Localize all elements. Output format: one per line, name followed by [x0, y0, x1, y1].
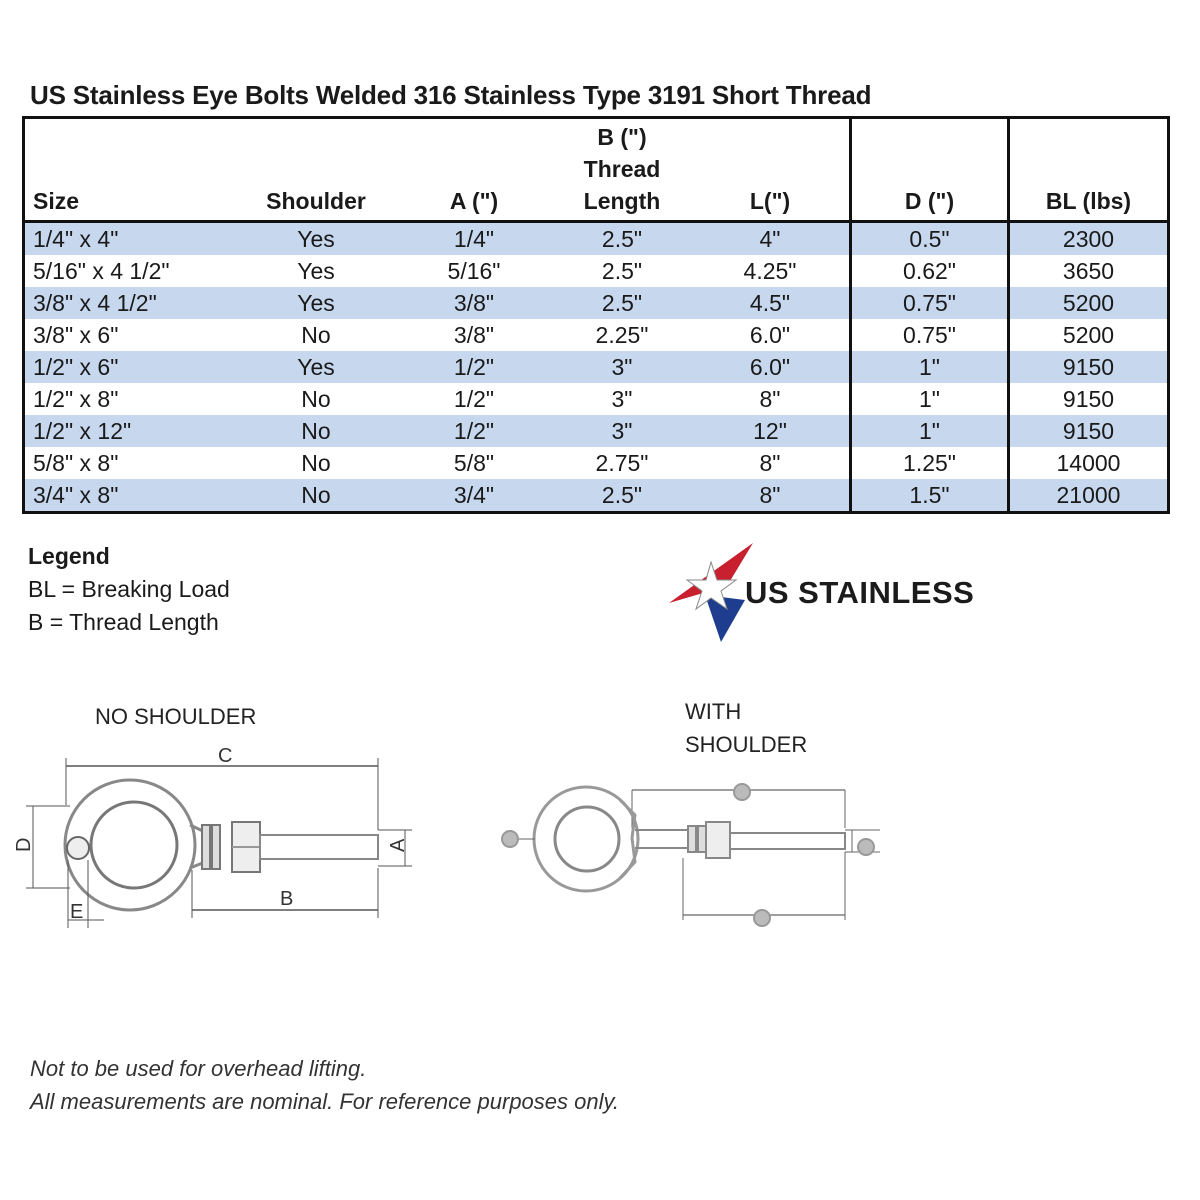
- cell-shoulder: No: [237, 479, 395, 513]
- no-shoulder-diagram: [26, 758, 412, 928]
- cell-d: 1.5": [851, 479, 1009, 513]
- cell-b: 3": [611, 386, 633, 412]
- cell-a: 3/8": [453, 322, 495, 348]
- cell-bl: 3650: [1009, 255, 1169, 287]
- col-header-b-line2: Thread: [583, 156, 661, 182]
- cell-size: 1/2" x 6": [24, 351, 238, 383]
- cell-d: 1": [851, 351, 1009, 383]
- col-header-bl: BL (lbs): [1009, 118, 1169, 222]
- cell-l: 12": [691, 415, 851, 447]
- cell-d: 0.5": [851, 222, 1009, 256]
- cell-d: 0.75": [851, 319, 1009, 351]
- legend-heading: Legend: [28, 543, 110, 569]
- cell-shoulder: No: [301, 450, 331, 476]
- legend-item-bl: BL = Breaking Load: [28, 576, 230, 602]
- cell-d: 0.62": [851, 255, 1009, 287]
- cell-l: 8": [759, 386, 781, 412]
- with-shoulder-diagram: [502, 784, 880, 926]
- cell-bl: 5200: [1009, 287, 1169, 319]
- cell-a: 3/8": [395, 287, 553, 319]
- page-title: US Stainless Eye Bolts Welded 316 Stainless Type 3191 Short Thread: [30, 80, 872, 110]
- notes: [30, 1052, 619, 1118]
- cell-b: 3": [553, 415, 691, 447]
- cell-shoulder: Yes: [237, 222, 395, 256]
- cell-a: 1/4": [395, 222, 553, 256]
- dim-label-b: B: [280, 888, 294, 910]
- cell-bl: 21000: [1009, 479, 1169, 513]
- col-header-d: D ("): [851, 118, 1009, 222]
- cell-bl: 5200: [1009, 319, 1169, 351]
- dim-label-c: C: [218, 745, 233, 767]
- dim-label-e: E: [70, 901, 84, 923]
- legend-item-b: B = Thread Length: [28, 609, 219, 635]
- cell-bl: 2300: [1009, 222, 1169, 256]
- cell-a: 5/16": [447, 258, 501, 284]
- cell-shoulder: No: [237, 415, 395, 447]
- cell-bl: 9150: [1009, 351, 1169, 383]
- cell-shoulder: Yes: [297, 258, 335, 284]
- cell-b: 2.25": [595, 322, 649, 348]
- col-header-b-line1: B ("): [597, 124, 647, 150]
- cell-a: 5/8": [453, 450, 495, 476]
- cell-shoulder: Yes: [237, 287, 395, 319]
- cell-l: 6.0": [749, 322, 791, 348]
- cell-d: 0.75": [851, 287, 1009, 319]
- col-header-l: L("): [691, 118, 851, 222]
- col-header-shoulder: Shoulder: [237, 118, 395, 222]
- cell-size: 5/16" x 4 1/2": [33, 258, 170, 284]
- diagram-no-shoulder-label: NO SHOULDER: [95, 704, 257, 729]
- cell-a: 1/2": [395, 351, 553, 383]
- diagram-with-shoulder-line1: WITH: [685, 699, 742, 724]
- logo-text: US STAINLESS: [745, 575, 975, 610]
- cell-bl: 9150: [1009, 383, 1169, 415]
- cell-d: 1": [851, 383, 1009, 415]
- cell-size: 3/4" x 8": [24, 479, 238, 513]
- cell-size: 1/2" x 8": [33, 386, 119, 412]
- cell-l: 8": [759, 450, 781, 476]
- cell-bl: 14000: [1009, 447, 1169, 479]
- cell-b: 2.75": [595, 450, 649, 476]
- col-header-a: A ("): [395, 118, 553, 222]
- cell-a: 3/4": [395, 479, 553, 513]
- cell-size: 1/4" x 4": [24, 222, 238, 256]
- cell-l: 4": [691, 222, 851, 256]
- cell-shoulder: Yes: [237, 351, 395, 383]
- cell-size: 1/2" x 12": [24, 415, 238, 447]
- cell-size: 3/8" x 6": [33, 322, 119, 348]
- cell-b: 2.5": [601, 258, 643, 284]
- cell-b: 3": [553, 351, 691, 383]
- cell-l: 8": [691, 479, 851, 513]
- cell-l: 4.5": [691, 287, 851, 319]
- note-nominal: All measurements are nominal. For reference purposes only.: [30, 1089, 619, 1114]
- cell-d: 1.25": [851, 447, 1009, 479]
- cell-shoulder: No: [301, 322, 331, 348]
- cell-bl: 9150: [1009, 415, 1169, 447]
- diagram-with-shoulder-line2: SHOULDER: [685, 732, 808, 757]
- cell-size: 3/8" x 4 1/2": [24, 287, 238, 319]
- cell-size: 5/8" x 8": [33, 450, 119, 476]
- col-header-b-line3: Length: [583, 188, 661, 214]
- cell-b: 2.5": [553, 222, 691, 256]
- cell-l: 6.0": [691, 351, 851, 383]
- cell-d: 1": [851, 415, 1009, 447]
- cell-a: 1/2": [395, 415, 553, 447]
- dim-label-a: A: [387, 838, 409, 852]
- cell-shoulder: No: [301, 386, 331, 412]
- cell-a: 1/2": [453, 386, 495, 412]
- note-overhead: Not to be used for overhead lifting.: [30, 1056, 367, 1081]
- cell-l: 4.25": [743, 258, 797, 284]
- cell-b: 2.5": [553, 479, 691, 513]
- col-header-size: Size: [24, 118, 238, 222]
- cell-b: 2.5": [553, 287, 691, 319]
- dim-label-d: D: [13, 837, 35, 852]
